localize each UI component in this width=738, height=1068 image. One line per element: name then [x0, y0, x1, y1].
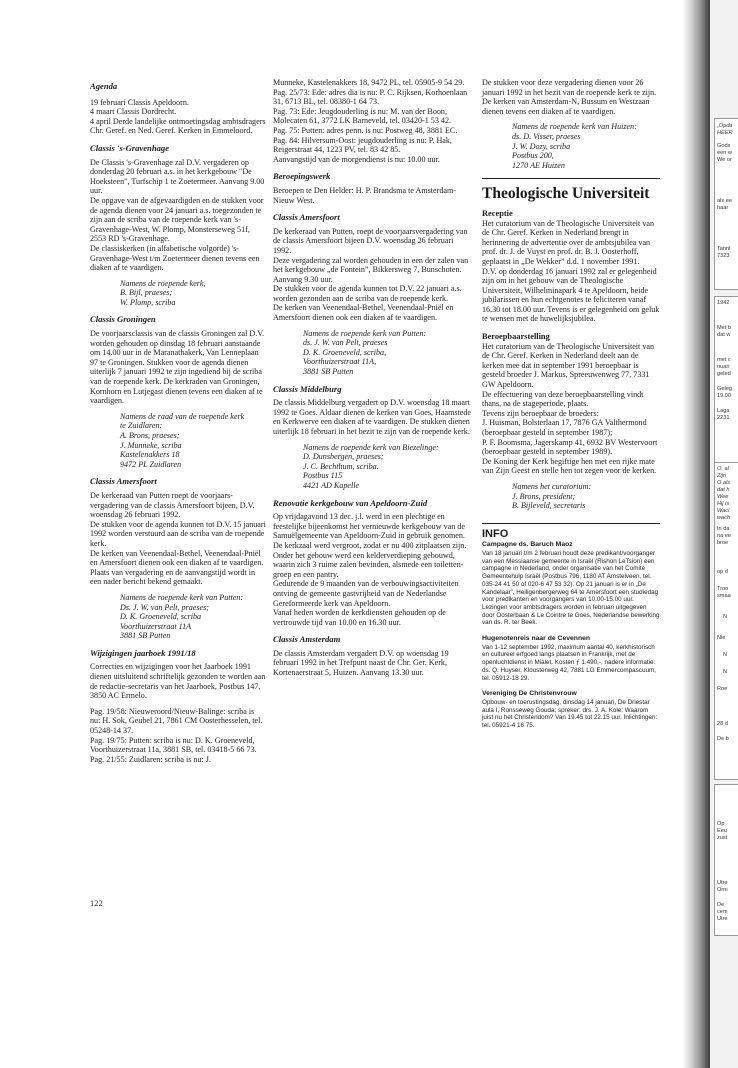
signature-line: ds. J. W. van Pelt, praeses [303, 338, 388, 348]
facing-text: Op [717, 821, 725, 827]
paragraph: De Koning der Kerk begiftige hen met een rijke mate van Zijn Geest en stelle hen tot zegen voor de kerken. [482, 456, 657, 476]
facing-text: nuari [717, 364, 730, 370]
paragraph: Pag. 73: Ede: Jeugdouderling is nu: M. van der Boon, Molecaten 61, 3772 LK Barneveld, tel. 03420-1 53 42. [273, 106, 452, 126]
paragraph: Plaats van vergadering en de aanvangstijd wordt in een nader bericht bekend gemaakt. [90, 567, 256, 587]
paragraph: D.V. op donderdag 16 januari 1992 zal er gelegenheid zijn om in het gebouw van de Theologische Universiteit, Wilhelminapark 4 te Apeldoorn, beide jubilarissen en hun echtgenotes te feliciteren vanaf 16.30 tot 18.00 uur. Tevens is er gelegenheid om geluk te wensen met de huwelijksjubilea. [482, 266, 660, 324]
paragraph: Pag. 19/75: Putten: scriba is nu: D. K. Groeneveld, Voorthuizerstraat 11a, 3881 SB, tel. 03418-5 66 73. [90, 735, 257, 755]
signature-block [120, 593, 266, 641]
info-paragraph: Opbouw- en toerustingsdag, dinsdag 14 januari, De Driestar aula I, Ronsseweg Gouda; spreker: drs. J. A. Kole: Waarom juist nu het Christendom? Van 19.45 tot 22.15 uur. Inlichtingen: tel. 05921-4 16 75. [482, 699, 658, 730]
signature-line: J. Brons, president; [512, 491, 576, 501]
paragraph: De classiskerken (in alfabetische volgorde) 's-Gravenhage-West t/m Zoetermeer dienen tevens een diaken af te vaardigen. [90, 243, 260, 273]
paragraph: Vanaf heden worden de kerkdiensten gehouden op de vertrouwde tijd van 10.00 en 16.30 uur. [273, 608, 446, 627]
heading-classis-amersfoort: Classis Amersfoort [90, 476, 157, 487]
signature-line: W. Plomp, scriba [120, 297, 176, 307]
paragraph: Munneke, Kastelenakkers 18, 9472 PL, tel. 05905-9 54 29. [273, 78, 465, 87]
signature-block [120, 412, 266, 470]
facing-text: Gods [717, 143, 731, 149]
signature-line: Postbus 200, [512, 151, 554, 161]
agenda-line: 4 maart Classis Dordrecht. [90, 107, 177, 117]
paragraph: De stukken voor de agenda kunnen tot D.V. 15 januari 1992 worden verstuurd aan de scriba van de roepende kerk. [90, 519, 266, 548]
paragraph: Pag. 21/55: Zuidlaren: scriba is nu: J. [90, 754, 211, 764]
heading-receptie: Receptie [482, 208, 513, 218]
signature-line: B. Bijl, praeses; [120, 288, 173, 298]
signature-line: 3881 SB Putten [120, 631, 171, 641]
signature-block [512, 122, 660, 170]
paragraph: Tevens zijn beroepbaar de broeders: [482, 408, 599, 418]
paragraph: Deze vergadering zal worden gehouden in een der zalen van het kerkgebouw „de Fontein”, Bikkersweg 7, Bunschoten. Aanvang 9.30 uur. [273, 255, 469, 284]
heading-classis-gravenhage: Classis 's-Gravenhage [90, 142, 170, 153]
facing-text: N [723, 614, 728, 620]
heading-classis-groningen: Classis Groningen [90, 314, 156, 325]
paragraph: De kerken van Veenendaal-Bethel, Veenendaal-Pniël en Amersfoort dienen ook een diaken af te vaardigen. [273, 303, 454, 323]
facing-text: wach [717, 515, 731, 521]
section-title: Theologische Universiteit [482, 178, 660, 199]
signature-line: Namens de roepende kerk van Huizen: [512, 122, 637, 132]
signature-line: J. C. Bechthum, scriba. [303, 461, 379, 471]
paragraph: De classis Amsterdam vergadert D.V. op woensdag 19 februari 1992 in het Trefpunt naast de Chr. Ger. Kerk, Kortenaerstraat 5, Huizen. Aanvang 13.30 uur. [273, 648, 449, 678]
facing-page-box [714, 296, 738, 463]
agenda-line: 4 april Derde landelijke ontmoetingsdag ambtsdragers Chr. Geref. en Ned. Geref. Kerken in Emmeloord. [90, 116, 266, 136]
paragraph: Pag. 19/58: Nieuweroord/Nieuw-Balinge: scriba is nu: H. Sok, Geubel 21, 7861 CM Oosterhesselen, tel. 05248-14 37. [90, 706, 263, 736]
signature-line: te Zuidlaren: [120, 421, 163, 431]
signature-line: B. Bijleveld, secretaris [512, 501, 586, 511]
facing-text: haar [717, 205, 729, 211]
signature-line: 1270 AE Huizen [512, 160, 565, 170]
facing-text: broe [717, 540, 729, 546]
facing-text: 7323 [717, 253, 730, 259]
info-box [482, 541, 660, 729]
facing-text: Troo [717, 586, 729, 592]
paragraph: Pag. 84: Hilversum-Oost: jeugdouderling is nu: P. Hak, Reigerstraat 44, 1223 PV, tel. 83 42 85. [273, 135, 452, 155]
facing-text: N [723, 652, 728, 658]
signature-line: Namens de roepende kerk van Putten: [303, 328, 427, 338]
paragraph: De Classis 's-Gravenhage zal D.V. vergaderen op donderdag 20 februari a.s. in het kerkgebouw "De Hoeksteen", Turfschip 1 te Zoetermeer. Aanvang 9.00 uur. [90, 157, 265, 196]
signature-line: A. Brons, praeses; [120, 431, 180, 440]
paragraph: De kerkeraad van Putten, roept de voorjaarsvergadering van de classis Amersfoort bijeen D.V. woensdag 26 februari 1992. [273, 226, 468, 255]
heading-renovatie: Renovatie kerkgebouw van Apeldoorn-Zuid [273, 497, 428, 508]
paragraph: De stukken voor de agenda kunnen tot D.V. 22 januari a.s. worden gezonden aan de scriba van de roepende kerk. [273, 284, 462, 303]
signature-line: Namens de roepende kerk van Putten: [120, 592, 244, 602]
facing-text: op d [717, 569, 728, 575]
facing-text: De [717, 902, 725, 908]
signature-line: 4421 AD Kapelle [303, 480, 360, 490]
signature-line: Voorthuizerstraat 11A, [303, 357, 377, 367]
paragraph: Het curatorium van de Theologische Universiteit van de Chr. Geref. Kerken in Nederland brengt in herinnering de advertentie over de ambtsjubilea van prof. dr. J. de Vuyst en prof. dr. B. J. Oosterhoff, geplaatst in „De Wekker” d.d. 1 november 1991. [482, 218, 655, 266]
facing-text: 2231 [717, 415, 730, 421]
column-middle [273, 78, 473, 678]
signature-line: D. Dunsbergen, praeses; [303, 452, 384, 462]
signature-line: D. K. Groeneveld, scriba [120, 612, 202, 622]
signature-line: Namens het curatorium: [512, 481, 592, 491]
paragraph: J. Huisman, Bolsterlaan 17, 7876 GA Valthermond (beroepbaar gesteld in september 1987); [482, 418, 647, 437]
signature-line: Ds. J. W. van Pelt, praeses; [120, 602, 209, 612]
signature-block [303, 329, 473, 377]
facing-text: met c [717, 357, 731, 363]
facing-text: zust [717, 835, 728, 841]
info-heading: Hugenotenreis naar de Cevennen [482, 635, 591, 643]
facing-page-box [714, 784, 738, 936]
paragraph: De voorjaarsclassis van de classis Groningen zal D.V. worden gehouden op dinsdag 18 februari aanstaande om 14.00 uur in de Maranathakerk, Van Lenneplaan 97 te Groningen. Stukken voor de agenda dienen uiterlijk 7 januari 1992 te zijn ingediend bij de scriba van de roepende kerk. De kerkraden van Groningen, Kornhorn en Lutjegast dienen tevens een diaken af te vaardigen. [90, 329, 265, 406]
page-number: 122 [90, 898, 103, 908]
signature-line: ds. D. Visser, praeses [512, 131, 581, 141]
heading-wijzigingen-jaarboek: Wijzigingen jaarboek 1991/18 [90, 647, 196, 658]
signature-line: Kastelenakkers 18 [120, 450, 180, 460]
facing-text: cem [717, 909, 728, 915]
paragraph: De kerkeraad van Putten roept de voorjaarsvergadering van de classis Amersfoort bijeen, D.V. woensdag 26 februari 1992. [90, 490, 255, 520]
facing-text: Utre [717, 880, 728, 886]
signature-line: D. K. Groeneveld, scriba, [303, 347, 387, 357]
paragraph: De opgave van de afgevaardigden en de stukken voor de agenda dienen voor 24 januari a.s. toegezonden te zijn aan de scriba van de roepende kerk van 's-Gravenhage-West, W. Plomp, Monsterseweg 51f, 2553 RD 's-Gravenhage. [90, 195, 264, 244]
facing-text: Wacl [717, 508, 730, 514]
facing-text: We or [717, 157, 732, 163]
paragraph: P. F. Boomsma, Jagerskamp 41, 6932 BV Westervoort (beroepbaar gesteld in september 1989). [482, 437, 658, 457]
signature-line: Voorthuizerstraat 11A [120, 621, 192, 631]
signature-line: 3881 SB Putten [303, 367, 354, 377]
facing-text: Orni [717, 887, 728, 893]
facing-text: Tannl [717, 246, 731, 252]
facing-text: O, al [717, 466, 729, 472]
agenda-line: 19 februari Classis Apeldoorn. [90, 97, 189, 107]
info-heading: Vereniging De Christenvrouw [482, 690, 577, 698]
facing-text: Hij is [717, 501, 730, 507]
facing-text: Laga [717, 408, 730, 414]
signature-line: Namens de roepende kerk van Biezelinge: [303, 442, 439, 452]
column-right [482, 78, 660, 730]
paragraph: Aanvangstijd van de morgendienst is nu: 10.00 uur. [273, 154, 440, 164]
signature-block [303, 443, 473, 491]
facing-text: „Opda [717, 123, 733, 129]
signature-line: Namens de raad van de roepende kerk [120, 411, 245, 421]
facing-text: een w [717, 150, 732, 156]
signature-line: Postbus 115 [303, 471, 343, 481]
facing-text: Utre [717, 916, 728, 922]
paragraph: De stukken voor deze vergadering dienen voor 26 januari 1992 in het bezit van de roepende kerk te zijn. [482, 78, 657, 97]
paragraph: Op vrijdagavond 13 dec. j.l. werd in een plechtige en feestelijke bijeenkomst het vernieuwde kerkgebouw van de Samuëlgemeente van Apeldoorn-Zuid in gebruik genomen. De kerkzaal werd vergroot, zodat er nu 400 zitplaatsen zijn. Onder het gebouw werd een kelderverdieping gebouwd, waarin zich 3 ruime zalen bevinden, alsmede een toilettengroep en een pantry. [273, 512, 467, 579]
facing-text: 1942 [717, 300, 730, 306]
facing-text: Nie [717, 635, 726, 641]
heading-classis-amsterdam: Classis Amsterdam [273, 634, 341, 645]
facing-text: smaa [717, 593, 731, 599]
heading-classis-middelburg: Classis Middelburg [273, 383, 342, 394]
facing-text: 28 d [717, 721, 728, 727]
paragraph: De effectuering van deze beroepbaarstelling vindt thans, na de stageperiode, plaats. [482, 389, 644, 409]
paragraph: De kerken van Amsterdam-N, Bussum en Westzaan dienen tevens een diaken af te vaardigen. [482, 97, 650, 116]
divider [482, 523, 660, 524]
facing-text: Geleg [717, 386, 732, 392]
facing-text: N [723, 669, 728, 675]
info-heading: Campagne ds. Baruch Maoz [482, 541, 573, 549]
heading-beroepingswerk: Beroepingswerk [273, 171, 331, 182]
heading-info: INFO [482, 527, 509, 540]
facing-text: dat h [717, 487, 730, 493]
facing-page-box [714, 462, 738, 780]
facing-text: als ee [717, 198, 732, 204]
info-paragraph: Van 18 januari t/m 2 februari houdt deze predikant/voorganger van een Messiaanse gemeente in Israël (Rishon LeTsion) een campagne in Nederland, onder organisatie van het Comité Gemeentehulp Israël (Postbus 796, 1180 AT Amstelveen, tel. 035-24 41 50 of 020-6 47 53 32). Op 21 januari is er in „De Kandelaar”, Heiligenbergerweg 64 te Amersfoort een studiedag voor predikanten en voorgangers van 10.00-15.00 uur. Lezingen voor ambtsdragers worden in februari uitgegeven door Oosterbaan & Le Cointre te Goes, Nederlandse bewerking van ds. R. ter Beek. [482, 550, 660, 627]
facing-text: Roe [717, 686, 728, 692]
signature-line: 9472 PL Zuidlaren [120, 459, 182, 469]
facing-text: De b [717, 736, 729, 742]
facing-text: Wee [717, 494, 729, 500]
facing-text: na ee [717, 533, 731, 539]
signature-line: J. Munneke, scriba [120, 440, 182, 450]
book-gutter [682, 0, 710, 1068]
column-left [90, 78, 266, 764]
facing-text: O als [717, 480, 731, 486]
info-paragraph: Van 1-12 september 1992, maximum aantal 40, kerkhistorisch en cultureel erfgoed langs plaatsen in Frankrijk, met de openluchtdienst in Mialet. Kosten ƒ 1.490,-, nadere informatie: ds. Q. Huyser, Kloosterweg 42, 7881 LG Emmercompascuum, tel. 05912-18 29. [482, 643, 656, 682]
paragraph: Het curatorium van de Theologische Universiteit van de Chr. Geref. Kerken in Nederland deelt aan de kerken mee dat in september 1991 beroepbaar is gesteld broeder J. Markus, Spreeuwenweg 77, 7331 GW Apeldoorn. [482, 341, 655, 390]
heading-classis-amersfoort-2: Classis Amersfoort [273, 212, 340, 223]
paragraph: Beroepen te Den Helder: H. P. Brandsma te Amsterdam-Nieuw West. [273, 185, 456, 205]
signature-block [120, 279, 266, 308]
heading-beroepbaarstelling: Beroepbaarstelling [482, 332, 550, 342]
paragraph: De classis Middelburg vergadert op D.V. woensdag 18 maart 1992 te Goes. Aldaar dienen de kerken van Goes, Haamstede en Kerkwerve een diaken af te vaardigen. De stukken dienen uiterlijk 18 februari in het bezit te zijn van de roepende kerk. [273, 398, 472, 436]
signature-block [512, 482, 660, 511]
facing-text: Met b [717, 325, 731, 331]
facing-text: HEER [717, 130, 733, 136]
facing-text: In da [717, 526, 730, 532]
paragraph: Correcties en wijzigingen voor het Jaarboek 1991 dienen uitsluitend schriftelijk gezonden te worden aan de redactie-secretaris van het Jaarboek, Postbus 147, 3850 AC Ermelo. [90, 662, 266, 701]
signature-line: Namens de roepende kerk, [120, 278, 206, 288]
paragraph: De kerken van Veenendaal-Bethel, Veenendaal-Pniël en Amersfoort dienen ook een diaken af te vaardigen. [90, 548, 264, 568]
facing-text: dat w [717, 332, 731, 338]
paragraph: Gedurende de 9 maanden van de verbouwingsactiviteiten ontving de gemeente gastvrijheid van de Nederlandse Gereformeerde kerk van Apeldoorn. [273, 579, 459, 608]
paragraph: Pag. 25/73: Ede: adres dia is nu: P. C. Rijksen, Korhoenlaan 31, 6713 BL, tel. 08380-1 64 73. [273, 87, 468, 107]
paragraph: Pag. 75: Putten: adres penn. is nu: Postweg 48, 3881 EC. [273, 125, 458, 135]
facing-text: 19.00 [717, 393, 731, 399]
facing-page-box [714, 118, 738, 290]
facing-text: Zijn [717, 473, 727, 479]
facing-text: Eeu [717, 828, 727, 834]
heading-agenda: Agenda [90, 81, 118, 91]
signature-line: J. W. Dozy, scriba [512, 141, 571, 151]
facing-text: geled [717, 371, 731, 377]
